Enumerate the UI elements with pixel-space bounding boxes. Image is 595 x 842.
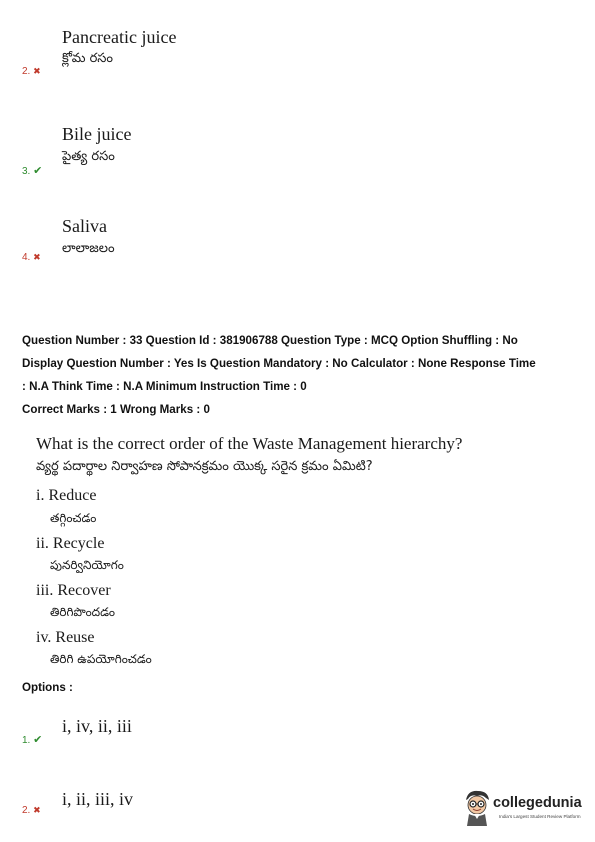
options-label: Options : [22,681,73,694]
option-text-pancreatic-juice: Pancreatic juice [62,27,177,47]
option-text-te: క్లోమ రసం [62,51,114,66]
question-item-en: iii. Recover [36,582,111,599]
option-number-label: 2. [22,805,31,816]
meta-line: Question Number : 33 Question Id : 381906788 Question Type : MCQ Option Shuffling : No [22,334,518,347]
check-icon: ✔ [33,734,43,746]
cross-icon: ✖ [33,805,41,815]
logo-tagline: India's Largest Student Review Platform [499,814,581,819]
meta-line: Display Question Number : Yes Is Question Mandatory : No Calculator : None Response Time [22,357,536,370]
question-item-en: i. Reduce [36,487,97,504]
question-text-en: What is the correct order of the Waste Management hierarchy? [36,434,463,453]
logo-name: collegedunia [493,795,582,811]
option-number-2 [22,66,41,77]
cross-icon: ✖ [33,66,41,76]
option-text-saliva: Saliva [62,216,107,236]
option-number-4 [22,252,41,263]
option-number-2 [22,805,41,816]
option-number-label: 1. [22,735,31,746]
meta-line: : N.A Think Time : N.A Minimum Instruction Time : 0 [22,380,307,393]
option-text-te: పైత్య రసం [62,149,115,164]
option-number-label: 2. [22,66,31,77]
question-item-te: తగ్గించడం [50,511,97,525]
option-text: i, iv, ii, iii [62,716,132,736]
cross-icon: ✖ [33,252,41,262]
question-item-en: iv. Reuse [36,629,95,646]
question-meta [22,329,587,421]
option-number-1 [22,733,42,746]
mascot-icon [462,788,492,826]
option-number-label: 4. [22,252,31,263]
question-item-en: ii. Recycle [36,535,105,552]
option-text: i, ii, iii, iv [62,789,134,809]
question-item-te: తిరిగిపొందడం [50,605,115,619]
question-text-te: వ్యర్థ పదార్థాల నిర్వాహణ సోపానక్రమం యొక్క సరైన క్రమం ఏమిటి? [36,459,373,474]
question-item-te: పునర్వినియోగం [50,558,124,572]
check-icon: ✔ [33,165,43,177]
collegedunia-logo [462,788,590,828]
meta-line: Correct Marks : 1 Wrong Marks : 0 [22,403,210,416]
option-number-label: 3. [22,166,31,177]
option-text-te: లాలాజలం [62,241,115,256]
question-item-te: తిరిగి ఉపయోగించడం [50,652,152,666]
option-number-3 [22,164,42,177]
option-text-bile-juice: Bile juice [62,124,132,144]
